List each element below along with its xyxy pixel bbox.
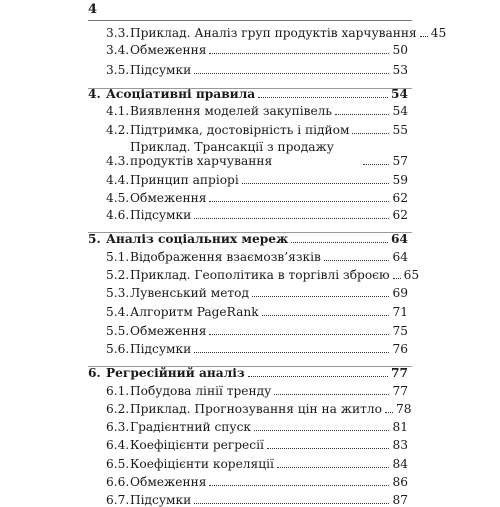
toc-section-row bbox=[106, 191, 408, 205]
toc-page-number: 57 bbox=[392, 154, 408, 168]
toc-section-row bbox=[106, 63, 408, 77]
toc-title: Підсумки bbox=[130, 208, 192, 222]
toc-number: 5.3. bbox=[106, 286, 130, 300]
toc-number: 3.4. bbox=[106, 43, 130, 57]
toc-dot-leader bbox=[262, 315, 390, 316]
toc-dot-leader bbox=[194, 503, 389, 504]
toc-section-row bbox=[106, 173, 408, 187]
toc-section-row bbox=[106, 286, 408, 300]
toc-title: Підсумки bbox=[130, 342, 192, 356]
toc-title: Градієнтний спуск bbox=[130, 420, 252, 434]
toc-page-number: 81 bbox=[392, 420, 408, 434]
toc-dot-leader bbox=[274, 394, 389, 395]
toc-section-row bbox=[106, 475, 408, 489]
toc-dot-leader bbox=[248, 376, 388, 377]
toc-number: 4. bbox=[88, 87, 101, 101]
toc-dot-leader bbox=[242, 183, 390, 184]
toc-title: Коефіцієнти кореляції bbox=[130, 457, 274, 471]
toc-section-row bbox=[106, 438, 408, 452]
toc-page-number: 78 bbox=[395, 402, 412, 416]
toc-number: 4.1. bbox=[106, 104, 130, 118]
toc-page-number: 77 bbox=[392, 384, 408, 398]
toc-page-number: 77 bbox=[391, 366, 408, 380]
toc-number: 6.7. bbox=[106, 493, 130, 507]
toc-section-row bbox=[106, 457, 408, 471]
toc-dot-leader bbox=[209, 485, 389, 486]
toc-number: 5.2. bbox=[106, 268, 130, 282]
toc-section-row bbox=[106, 208, 408, 222]
toc-section-row bbox=[106, 420, 408, 434]
toc-dot-leader bbox=[335, 114, 389, 115]
toc-number: 3.5. bbox=[106, 63, 130, 77]
toc-page-number: 53 bbox=[392, 63, 408, 77]
toc-number: 3.3. bbox=[106, 26, 130, 40]
toc-number: 4.5. bbox=[106, 191, 130, 205]
toc-title: Лувенський метод bbox=[130, 286, 250, 300]
toc-title: Принцип апріорі bbox=[130, 173, 239, 187]
toc-page-number: 84 bbox=[392, 457, 408, 471]
page-number: 4 bbox=[88, 2, 98, 17]
toc-number: 5.4. bbox=[106, 305, 130, 319]
toc-number: 4.2. bbox=[106, 123, 130, 137]
toc-dot-leader bbox=[277, 467, 390, 468]
toc-page-number: 83 bbox=[392, 438, 408, 452]
toc-chapter-row bbox=[88, 366, 408, 380]
toc-title: Відображення взаємозв’язків bbox=[130, 250, 321, 264]
toc-title: Побудова лінії тренду bbox=[130, 384, 272, 398]
toc-number: 5.6. bbox=[106, 342, 130, 356]
toc-title: Обмеження bbox=[130, 43, 207, 57]
toc-chapter-row bbox=[88, 87, 408, 101]
toc-dot-leader bbox=[209, 334, 389, 335]
toc-dot-leader bbox=[252, 296, 389, 297]
toc-section-row bbox=[106, 104, 408, 118]
toc-section-row bbox=[106, 342, 408, 356]
toc-number: 4.4. bbox=[106, 173, 130, 187]
toc-dot-leader bbox=[258, 97, 388, 98]
toc-page-number: 54 bbox=[392, 104, 408, 118]
toc-title: Підсумки bbox=[130, 493, 192, 507]
toc-section-row bbox=[106, 324, 408, 338]
toc-chapter-row bbox=[88, 232, 408, 246]
toc-number: 5.1. bbox=[106, 250, 130, 264]
toc-dot-leader bbox=[420, 36, 428, 37]
toc-number: 6.1. bbox=[106, 384, 130, 398]
toc-section-row bbox=[106, 402, 412, 416]
toc-number: 6.4. bbox=[106, 438, 130, 452]
toc-dot-leader bbox=[209, 201, 389, 202]
toc-page-number: 55 bbox=[392, 123, 408, 137]
toc-title: Приклад. Трансакції з продажу продуктів харчування bbox=[130, 140, 334, 168]
toc-section-row bbox=[106, 268, 420, 282]
toc-dot-leader bbox=[324, 260, 390, 261]
toc-number: 4.3. bbox=[106, 154, 130, 168]
toc-title: Приклад. Прогнозування цін на житло bbox=[130, 402, 382, 416]
toc-title: Асоціативні правила bbox=[106, 87, 256, 101]
toc-title: Приклад. Аналіз груп продуктів харчування bbox=[130, 26, 417, 40]
toc-dot-leader bbox=[194, 352, 389, 353]
toc-dot-leader bbox=[393, 278, 401, 279]
toc-page-number: 62 bbox=[392, 191, 408, 205]
toc-number: 4.6. bbox=[106, 208, 130, 222]
toc-page-number: 87 bbox=[392, 493, 408, 507]
toc-dot-leader bbox=[194, 218, 389, 219]
toc-section-row bbox=[106, 305, 408, 319]
toc-title: Алгоритм PageRank bbox=[130, 305, 259, 319]
toc-number: 6. bbox=[88, 366, 101, 380]
toc-page-number: 86 bbox=[392, 475, 408, 489]
toc-dot-leader bbox=[267, 448, 390, 449]
toc-number: 6.6. bbox=[106, 475, 130, 489]
toc-title: Аналіз соціальних мереж bbox=[106, 232, 289, 246]
toc-page-number: 50 bbox=[392, 43, 408, 57]
toc-page-number: 76 bbox=[392, 342, 408, 356]
toc-title: Обмеження bbox=[130, 191, 207, 205]
toc-section-row bbox=[106, 123, 408, 137]
toc-title: Приклад. Геополітика в торгівлі зброєю bbox=[130, 268, 390, 282]
toc-page-number: 54 bbox=[391, 87, 408, 101]
toc-number: 5.5. bbox=[106, 324, 130, 338]
toc-page-number: 59 bbox=[392, 173, 408, 187]
toc-page-number: 45 bbox=[430, 26, 447, 40]
toc-dot-leader bbox=[209, 53, 389, 54]
toc-title: Регресійний аналіз bbox=[106, 366, 245, 380]
toc-title: Коефіцієнти регресії bbox=[130, 438, 264, 452]
toc-section-row bbox=[106, 26, 447, 40]
section-divider bbox=[88, 232, 412, 233]
toc-dot-leader bbox=[352, 133, 389, 134]
toc-number: 6.3. bbox=[106, 420, 130, 434]
toc-title: Підсумки bbox=[130, 63, 192, 77]
toc-number: 5. bbox=[88, 232, 101, 246]
toc-page-number: 62 bbox=[392, 208, 408, 222]
toc-title: Підтримка, достовірність і підйом bbox=[130, 123, 350, 137]
section-divider bbox=[88, 88, 412, 89]
toc-title: Виявлення моделей закупівель bbox=[130, 104, 333, 118]
toc-section-row bbox=[106, 384, 408, 398]
toc-number: 6.5. bbox=[106, 457, 130, 471]
toc-section-row bbox=[106, 493, 408, 507]
toc-title: Обмеження bbox=[130, 324, 207, 338]
toc-section-row bbox=[106, 250, 408, 264]
toc-page-number: 64 bbox=[391, 232, 408, 246]
toc-page-number: 75 bbox=[392, 324, 408, 338]
toc-dot-leader bbox=[385, 412, 393, 413]
toc-page-number: 71 bbox=[392, 305, 408, 319]
section-divider bbox=[88, 366, 412, 367]
toc-number: 6.2. bbox=[106, 402, 130, 416]
toc-dot-leader bbox=[291, 242, 388, 243]
toc-dot-leader bbox=[254, 430, 389, 431]
toc-title: Обмеження bbox=[130, 475, 207, 489]
toc-section-row bbox=[106, 43, 408, 57]
toc-page-number: 69 bbox=[392, 286, 408, 300]
toc-page-number: 64 bbox=[392, 250, 408, 264]
toc-dot-leader bbox=[194, 73, 389, 74]
toc-page-number: 65 bbox=[403, 268, 420, 282]
toc-section-row bbox=[106, 140, 408, 168]
toc-dot-leader bbox=[363, 164, 389, 165]
